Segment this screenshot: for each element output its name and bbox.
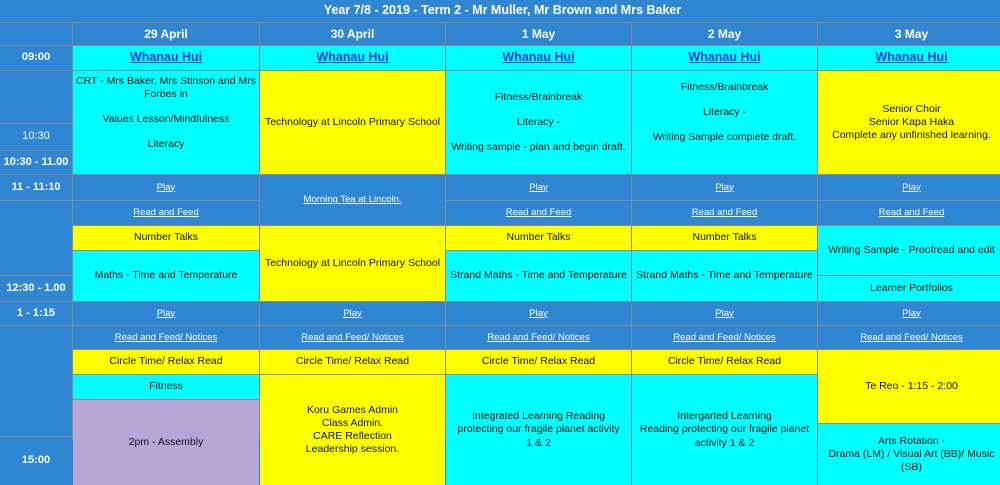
cell-text: CRT - Mrs Baker, Mrs Stinson and Mrs Forbes in [76, 75, 256, 101]
fitness-cell: Fitness [73, 375, 259, 399]
circle-time-cell: Circle Time/ Relax Read [260, 350, 445, 374]
whanau-hui-link[interactable]: Whanau Hui [73, 46, 259, 70]
cell-text: Leadership session. [305, 443, 400, 456]
strand-maths-cell: Strand Maths - Time and Temperature [632, 251, 817, 301]
whanau-hui-link[interactable]: Whanau Hui [818, 46, 1000, 70]
read-feed-notices-link[interactable]: Read and Feed/ Notices [818, 326, 1000, 349]
morning-tea-link[interactable]: Morning Tea at Lincoln. [303, 194, 402, 206]
whanau-hui-link[interactable]: Whanau Hui [446, 46, 631, 70]
cell-text: Intergarted Learning [677, 410, 772, 423]
corner-cell [0, 23, 72, 45]
morning-cell-29-april [73, 71, 259, 174]
day-header: 3 May [818, 23, 1000, 45]
time-label [0, 71, 72, 123]
cell-text: Arts Rotation - [877, 434, 946, 447]
read-feed-link[interactable]: Read and Feed [446, 201, 631, 225]
cell-text: Literacy [147, 138, 185, 151]
strand-maths-cell: Strand Maths - Time and Temperature [446, 251, 631, 301]
play-link[interactable]: Play [73, 302, 259, 325]
time-label: 09:00 [0, 46, 72, 70]
cell-text: Koru Games Admin [306, 403, 399, 416]
cell-text: Writing sample - plan and begin draft. [451, 141, 626, 154]
time-label: 12:30 - 1.00 [0, 276, 72, 301]
number-talks-cell: Number Talks [73, 226, 259, 250]
cell-text: Reading protecting our fragile planet activity 1 & 2 [639, 423, 810, 449]
read-feed-link[interactable]: Read and Feed [818, 201, 1000, 225]
cell-text: Complete any unfinished learning. [832, 129, 991, 142]
read-feed-notices-link[interactable]: Read and Feed/ Notices [632, 326, 817, 349]
day-header: 2 May [632, 23, 817, 45]
intergarted-learning-cell [632, 375, 817, 485]
circle-time-cell: Circle Time/ Relax Read [73, 350, 259, 374]
play-link[interactable]: Play [446, 302, 631, 325]
read-feed-notices-link[interactable]: Read and Feed/ Notices [446, 326, 631, 349]
read-feed-link[interactable]: Read and Feed [632, 201, 817, 225]
time-label: 15:00 [0, 437, 72, 485]
time-label [0, 201, 72, 275]
cell-text: Literacy - [702, 106, 747, 119]
cell-text: Fitness/Brainbreak [494, 90, 583, 103]
assembly-cell: 2pm - Assembly [73, 400, 259, 485]
morning-cell-3-may [818, 71, 1000, 174]
te-reo-cell: Te Reo - 1:15 - 2:00 [818, 350, 1000, 423]
circle-time-cell: Circle Time/ Relax Read [446, 350, 631, 374]
cell-text: Drama (LM) / Visual Art (BB)/ Music (SB) [828, 447, 995, 474]
cell-text: Fitness/Brainbreak [680, 81, 769, 93]
play-link[interactable]: Play [818, 302, 1000, 325]
morning-cell-30-april: Technology at Lincoln Primary School [260, 71, 445, 174]
day-header: 29 April [73, 23, 259, 45]
learner-portfolios-cell: Learner Portfolios [818, 276, 1000, 301]
technology-cell: Technology at Lincoln Primary School [260, 226, 445, 301]
arts-rotation-cell [818, 424, 1000, 485]
time-label: 1 - 1:15 [0, 302, 72, 325]
integrated-learning-cell: Integrated Learning Reading protecting our fragile planet activity 1 & 2 [446, 375, 631, 485]
whanau-hui-link[interactable]: Whanau Hui [260, 46, 445, 70]
morning-cell-1-may [446, 71, 631, 174]
writing-proofread-cell: Writing Sample - Proofread and edit [818, 226, 1000, 275]
time-label: 10:30 [0, 124, 72, 150]
morning-tea-cell [260, 175, 445, 225]
day-header: 30 April [260, 23, 445, 45]
time-label: 10:30 - 11.00 [0, 151, 72, 174]
time-label [0, 326, 72, 436]
play-link[interactable]: Play [632, 302, 817, 325]
whanau-hui-link[interactable]: Whanau Hui [632, 46, 817, 70]
cell-text: Class Admin. [321, 416, 384, 429]
cell-text: Values Lesson/Mindfulness [102, 113, 230, 126]
cell-text: CARE Reflection [313, 430, 392, 442]
read-feed-notices-link[interactable]: Read and Feed/ Notices [73, 326, 259, 349]
play-link[interactable]: Play [446, 175, 631, 200]
circle-time-cell: Circle Time/ Relax Read [632, 350, 817, 374]
cell-text: Writing Sample complete draft. [652, 131, 797, 144]
day-header: 1 May [446, 23, 631, 45]
play-link[interactable]: Play [632, 175, 817, 200]
play-link[interactable]: Play [260, 302, 445, 325]
page-title: Year 7/8 - 2019 - Term 2 - Mr Muller, Mr Brown and Mrs Baker [0, 0, 1000, 22]
koru-games-cell [260, 375, 445, 485]
maths-cell: Maths - Time and Temperature [73, 251, 259, 301]
play-link[interactable]: Play [73, 175, 259, 200]
cell-text: Literacy - [516, 115, 561, 128]
time-label: 11 - 11:10 [0, 175, 72, 200]
number-talks-cell: Number Talks [446, 226, 631, 250]
cell-text: Senior Kapa Haka [868, 115, 955, 128]
read-feed-link[interactable]: Read and Feed [73, 201, 259, 225]
play-link[interactable]: Play [818, 175, 1000, 200]
read-feed-notices-link[interactable]: Read and Feed/ Notices [260, 326, 445, 349]
number-talks-cell: Number Talks [632, 226, 817, 250]
cell-text: Senior Choir [882, 102, 941, 115]
morning-cell-2-may [632, 71, 817, 174]
